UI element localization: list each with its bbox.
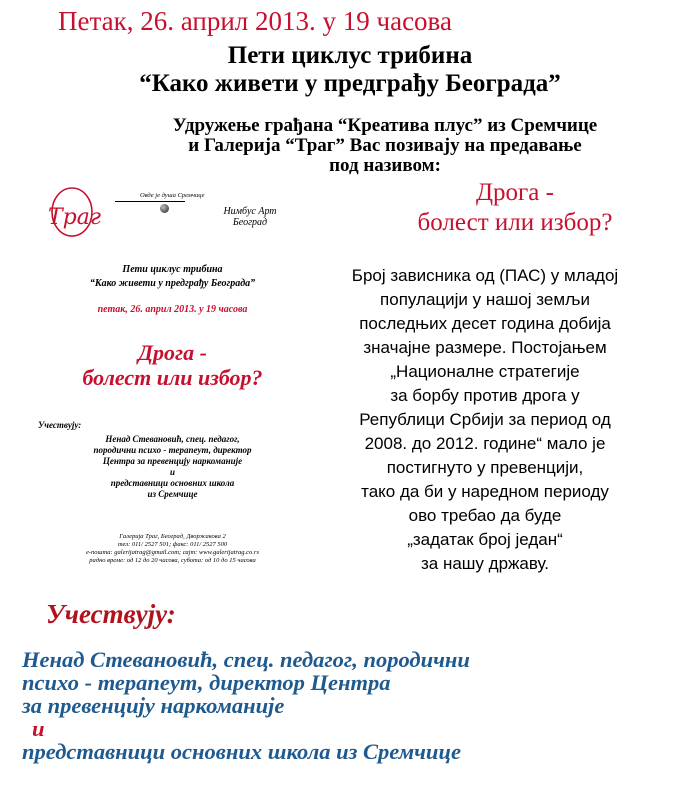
body-line: популацији у нашој земљи: [380, 290, 590, 309]
poster-cycle-title: Пети циклус трибина: [122, 264, 223, 275]
poster-participant-line: породични психо - терапеут, директор: [93, 445, 252, 455]
cycle-subtitle: “Како живети у предграђу Београда”: [139, 70, 561, 97]
lecture-title-line: болест или избор?: [417, 209, 613, 236]
participant-conjunction: и: [32, 716, 45, 741]
participant-line: представници основних школа из Сремчице: [22, 739, 461, 764]
body-line: тако да би у наредном периоду: [361, 482, 609, 501]
participants-list: [22, 648, 692, 763]
poster-participant-line: из Сремчице: [147, 489, 198, 499]
lecture-title: [370, 178, 660, 238]
poster-footer-line: радно време: од 12 до 20 часова, субота: од 10 до 15 часова: [89, 557, 256, 564]
invite-line: и Галерија “Траг” Вас позивају на предавање: [188, 135, 582, 156]
poster-participant-line: Ненад Стевановић, спец. педагог,: [105, 434, 240, 444]
ovde-text: Овде је душа Сремчице: [140, 192, 205, 199]
body-line: за нашу државу.: [420, 554, 550, 573]
poster-footer-line: Галерија Траг, Београд, Дворжакова 2: [119, 533, 226, 540]
poster-footer: [30, 533, 315, 565]
poster-participants: [30, 434, 315, 500]
participant-line: за превенцију наркоманије: [22, 693, 285, 718]
trag-logo: [40, 184, 110, 244]
poster-cycle-subtitle: “Како живети у предграђу Београда”: [89, 278, 256, 289]
invite-line: под називом:: [329, 155, 441, 176]
poster-participants-label: Учествују:: [38, 420, 82, 430]
nimbus-line: Београд: [232, 217, 268, 228]
body-line: „Националне стратегије: [390, 362, 580, 381]
participant-line: психо - терапеут, директор Центра: [22, 670, 391, 695]
poster-image: [30, 178, 315, 578]
lecture-title-line: Дрога -: [476, 179, 554, 206]
poster-participant-line: и: [169, 467, 175, 477]
body-line: последњих десет година добија: [359, 314, 611, 333]
body-line: Републици Србији за период од: [359, 410, 611, 429]
poster-footer-line: тел: 011/ 2527 501; факс: 011/ 2527 500: [117, 541, 228, 548]
invitation-text: [150, 116, 620, 176]
cycle-title: Пети циклус трибина: [227, 42, 473, 69]
participants-heading: Учествују:: [46, 599, 176, 629]
poster-footer-line: е-пошта: galerijatrag@gmail.com; сајт: www.galerijatrag.co.rs: [86, 549, 259, 556]
body-line: за борбу против дрога у: [390, 386, 580, 405]
poster-lecture-title: [30, 340, 315, 390]
poster-date-line: петак, 26. април 2013. у 19 часова: [97, 304, 248, 315]
poster-participant-line: Центра за превенцију наркоманије: [102, 456, 243, 466]
poster-participant-line: представници основних школа: [110, 478, 235, 488]
body-line: значајне размере. Постојањем: [363, 338, 607, 357]
date-line: Петак, 26. април 2013. у 19 часова: [58, 6, 452, 36]
logo-text: Траг: [48, 205, 101, 230]
nimbus-line: Нимбус Арт: [223, 206, 277, 217]
invite-line: Удружење грађана “Креатива плус” из Сремчице: [172, 115, 598, 136]
body-line: Број зависника од (ПАС) у младој: [351, 266, 619, 285]
ball-icon: [160, 204, 169, 213]
nimbus-logo: [210, 206, 290, 228]
poster-title-line: Дрога -: [138, 340, 207, 365]
participant-line: Ненад Стевановић, спец. педагог, породични: [22, 647, 470, 672]
body-line: „задатак број један“: [407, 530, 563, 549]
body-line: постигнуто у превенцији,: [386, 458, 584, 477]
body-line: ово требао да буде: [408, 506, 562, 525]
poster-title-line: болест или избор?: [82, 365, 263, 390]
body-line: 2008. до 2012. године“ мало је: [364, 434, 606, 453]
divider: [115, 201, 185, 202]
body-text: [320, 264, 650, 576]
